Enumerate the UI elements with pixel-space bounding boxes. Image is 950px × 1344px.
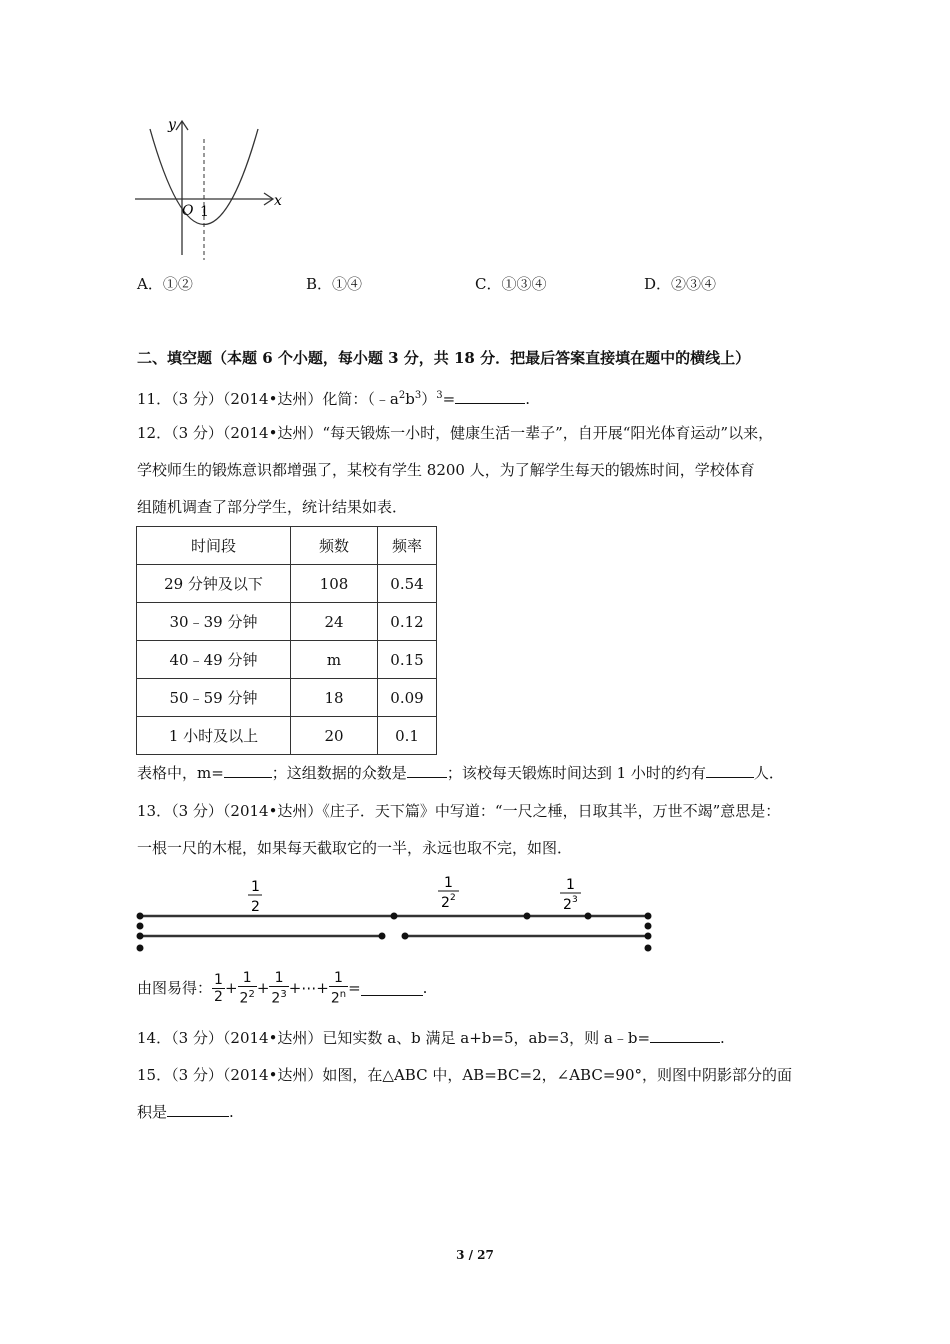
point xyxy=(391,913,398,920)
fig-label-eighth-num: 1 xyxy=(566,877,575,893)
table-cell: 40﹣49 分钟 xyxy=(137,641,291,679)
frequency-table xyxy=(136,526,437,755)
fraction: $\frac{1}{2}$ xyxy=(214,971,223,1005)
table-cell: 24 xyxy=(291,603,378,641)
question-13-equation: 由图易得： $\frac{1}{2}$ + $\frac{1}{2^2}$ + $\frac{1}{2^3}$ +⋯+ $\frac{1}{2^n}$ = . xyxy=(137,969,428,1007)
question-15-line1: 15．（3 分）（2014•达州）如图，在△ABC 中，AB=BC=2，∠ABC=90°，则图中阴影部分的面 xyxy=(137,1066,792,1084)
question-12-line2: 学校师生的锻炼意识都增强了，某校有学生 8200 人，为了解学生每天的锻炼时间，学校体育 xyxy=(137,461,755,479)
fraction: $\frac{1}{2^2}$ xyxy=(239,969,255,1007)
point xyxy=(402,933,409,940)
table-cell: 29 分钟及以下 xyxy=(137,565,291,603)
fraction: $\frac{1}{2^3}$ xyxy=(271,969,287,1007)
table-header: 频率 xyxy=(378,527,437,565)
page-number: 3 / 27 xyxy=(456,1248,494,1262)
point xyxy=(645,923,652,930)
table-cell: 0.12 xyxy=(378,603,437,641)
table-row xyxy=(137,717,437,755)
table-cell: 0.09 xyxy=(378,679,437,717)
parabola-graph xyxy=(130,115,290,265)
question-12-line1: 12．（3 分）（2014•达州）“每天锻炼一小时，健康生活一辈子”，自开展“阳光体育运动”以来， xyxy=(137,424,774,442)
point xyxy=(645,933,652,940)
fig-label-eighth-den: 2 xyxy=(563,897,572,913)
answer-blank xyxy=(224,762,272,778)
question-13-line2: 一根一尺的木棍，如果每天截取它的一半，永远也取不完，如图． xyxy=(137,839,573,857)
stick-halving-figure xyxy=(130,874,660,959)
question-12-line3: 组随机调查了部分学生，统计结果如表． xyxy=(137,498,408,516)
table-cell: 0.1 xyxy=(378,717,437,755)
fig-label-quarter-exp: 2 xyxy=(450,893,456,903)
table-header: 时间段 xyxy=(137,527,291,565)
point xyxy=(137,945,144,952)
question-13-line1: 13．（3 分）（2014•达州）《庄子．天下篇》中写道：“一尺之棰，日取其半，万世不竭”意思是： xyxy=(137,802,781,820)
point xyxy=(585,913,592,920)
fig-label-eighth-exp: 3 xyxy=(572,895,578,905)
question-15-line2: 积是 . xyxy=(137,1103,234,1121)
table-header: 频数 xyxy=(291,527,378,565)
point xyxy=(645,913,652,920)
y-label: y xyxy=(168,117,176,133)
answer-blank xyxy=(407,762,447,778)
question-11: 11．（3 分）（2014•达州）化简：$(﹣a^2b^3)^3=$ . xyxy=(137,390,530,408)
table-cell: 20 xyxy=(291,717,378,755)
point xyxy=(137,923,144,930)
table-row xyxy=(137,641,437,679)
section-title: 二、填空题（本题 6 个小题，每小题 3 分，共 18 分．把最后答案直接填在题中的横线上） xyxy=(137,349,751,367)
point xyxy=(524,913,531,920)
point xyxy=(137,933,144,940)
x-label: x xyxy=(274,193,282,209)
fig-label-quarter-den: 2 xyxy=(441,895,450,911)
fig-label-half-num: 1 xyxy=(251,879,260,895)
table-cell: 18 xyxy=(291,679,378,717)
question-12-answers: 表格中，m= ；这组数据的众数是 ；该校每天锻炼时间达到 1 小时的约有 人． xyxy=(137,764,784,782)
tick-label: 1 xyxy=(200,204,209,220)
option-a: A．①② xyxy=(137,275,193,293)
point xyxy=(379,933,386,940)
table-row xyxy=(137,565,437,603)
point xyxy=(645,945,652,952)
table-cell: m xyxy=(291,641,378,679)
table-cell: 50﹣59 分钟 xyxy=(137,679,291,717)
option-c: C．①③④ xyxy=(475,275,547,293)
answer-blank xyxy=(361,980,423,996)
fraction: $\frac{1}{2^n}$ xyxy=(330,969,347,1007)
table-row xyxy=(137,679,437,717)
origin-label: O xyxy=(182,203,194,219)
table-cell: 0.15 xyxy=(378,641,437,679)
answer-blank xyxy=(167,1101,229,1117)
point xyxy=(137,913,144,920)
answer-blank xyxy=(455,388,525,404)
fig-label-quarter-num: 1 xyxy=(444,875,453,891)
question-14: 14．（3 分）（2014•达州）已知实数 a、b 满足 a+b=5，ab=3，则 a﹣b= . xyxy=(137,1029,725,1047)
option-d: D．②③④ xyxy=(644,275,717,293)
table-header-row xyxy=(137,527,437,565)
table-cell: 108 xyxy=(291,565,378,603)
table-cell: 30﹣39 分钟 xyxy=(137,603,291,641)
table-cell: 0.54 xyxy=(378,565,437,603)
table-cell: 1 小时及以上 xyxy=(137,717,291,755)
answer-blank xyxy=(706,762,754,778)
option-b: B．①④ xyxy=(306,275,363,293)
table-row xyxy=(137,603,437,641)
answer-blank xyxy=(650,1027,720,1043)
fig-label-half-den: 2 xyxy=(251,899,260,915)
